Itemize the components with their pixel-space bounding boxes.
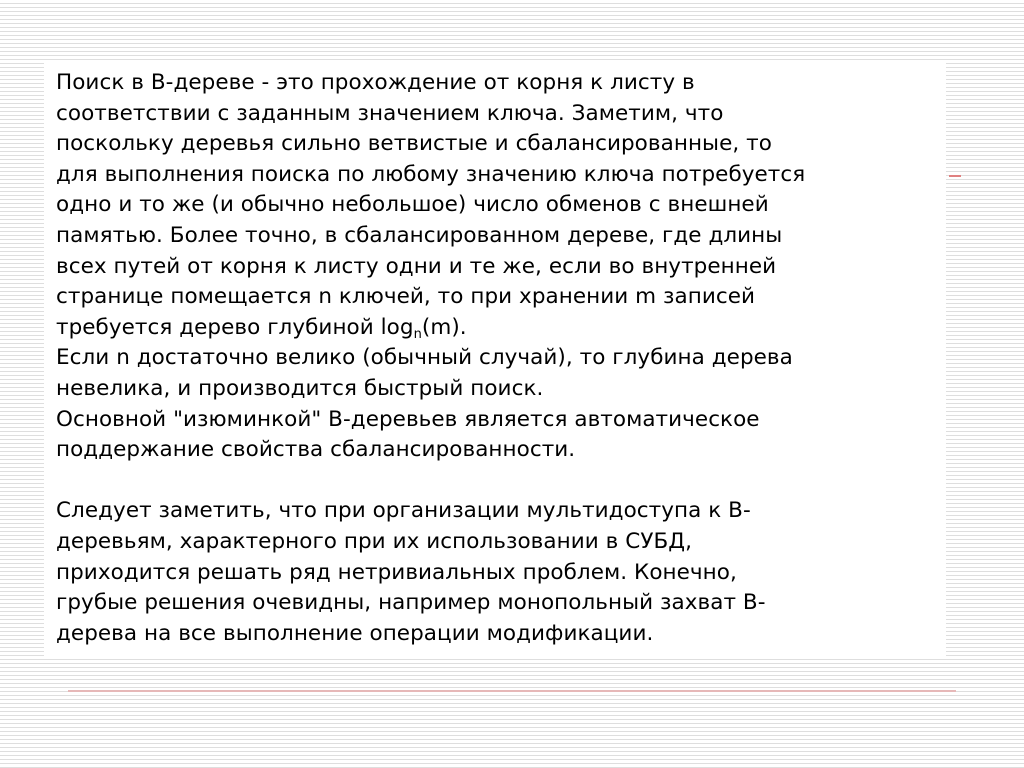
accent-dash [949,175,961,177]
slide-body-text [56,68,946,649]
text-line: Поиск в B-дереве - это прохождение от корня к листу в [56,70,695,95]
text-line: грубые решения очевидны, например монопольный захват B- [56,590,766,616]
text-line: всех путей от корня к листу одни и те же, если во внутренней [56,253,777,279]
bottom-divider [68,690,956,692]
formula-prefix: требуется дерево глубиной log [56,314,414,340]
text-line: деревьям, характерного при их использовании в СУБД, [56,528,693,554]
text-line: приходится решать ряд нетривиальных проблем. Конечно, [56,559,737,585]
text-line: Если n достаточно велико (обычный случай), то глубина дерева [56,345,793,371]
text-line: невелика, и производится быстрый поиск. [56,375,544,401]
text-line: поскольку деревья сильно ветвистые и сбалансированные, то [56,131,772,157]
text-line: соответствии с заданным значением ключа. Заметим, что [56,100,724,126]
text-line: Следует заметить, что при организации мультидоступа к B- [56,498,751,524]
log-subscript: n [413,326,422,342]
text-line: дерева на все выполнение операции модификации. [56,620,654,646]
text-line-log-formula [56,313,946,344]
text-line: поддержание свойства сбалансированности. [56,437,576,463]
text-line: Основной "изюминкой" B-деревьев является автоматическое [56,406,760,432]
text-line: памятью. Более точно, в сбалансированном дереве, где длины [56,222,783,248]
text-line: одно и то же (и обычно небольшое) число обменов с внешней [56,192,769,218]
formula-suffix: (m). [421,314,467,340]
text-line: для выполнения поиска по любому значению ключа потребуется [56,161,806,187]
blank-line [56,466,946,497]
slide-content-box [44,62,946,658]
text-line: странице помещается n ключей, то при хранении m записей [56,284,756,310]
